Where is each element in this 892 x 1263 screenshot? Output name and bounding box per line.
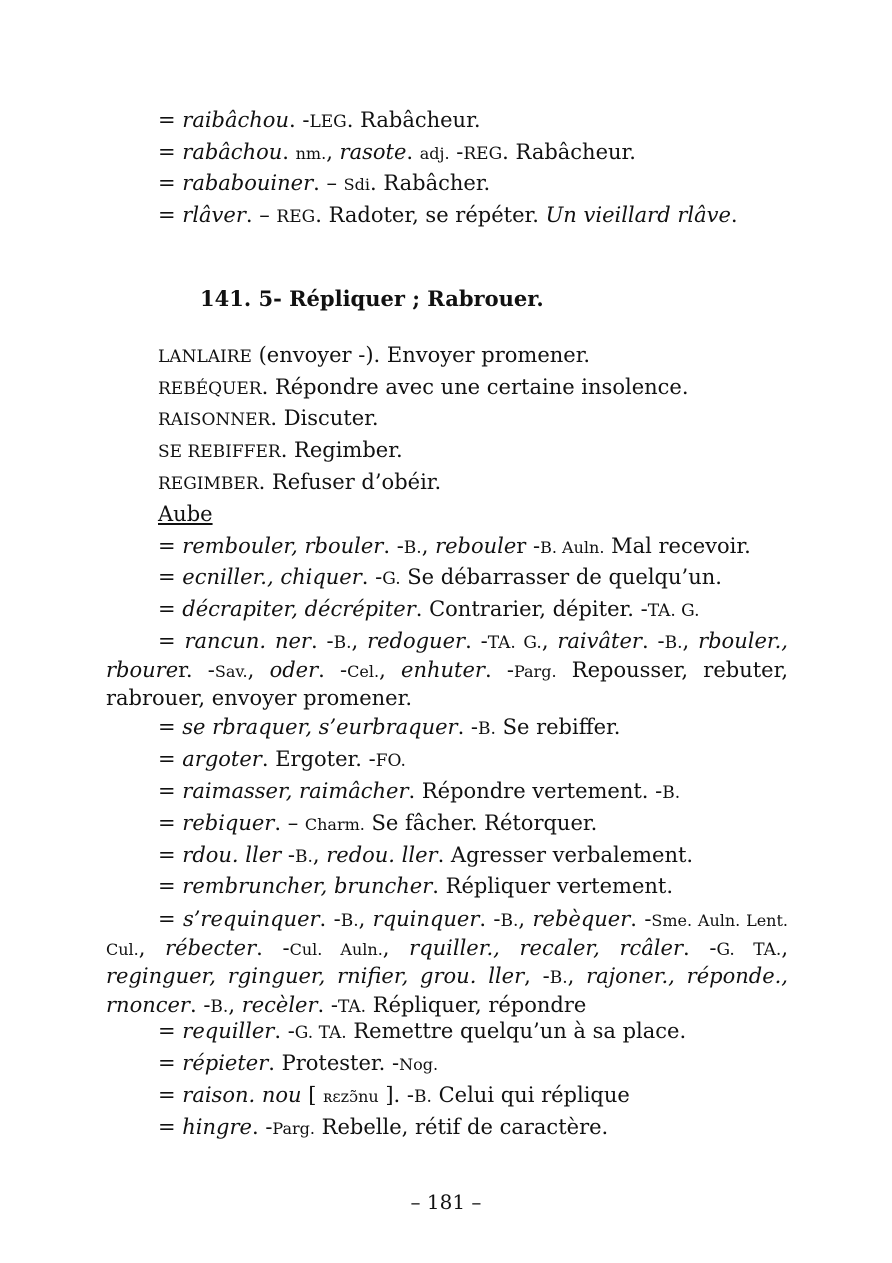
entry-raimasser: = raimasser, raimâcher. Répondre vertement. -B. [158,779,681,803]
region-label: Aube [158,502,213,526]
entry-rdouller: = rdou. ller -B., redou. ller. Agresser verbalement. [158,843,694,867]
entry-requiller: = requiller. -G. TA. Remettre quelqu’un à sa place. [158,1019,687,1043]
entry-decrapiter: = décrapiter, décrépiter. Contrarier, dépiter. -TA. G. [158,597,700,621]
entry-raibachou: = raibâchou. -LEG. Rabâcheur. [158,108,481,132]
entry-rabachou: = rabâchou. nm., rasote. adj. -REG. Rabâcheur. [158,140,636,164]
def-regimber: REGIMBER. Refuser d’obéir. [158,470,442,494]
entry-rembruncher: = rembruncher, bruncher. Répliquer vertement. [158,874,674,898]
entry-repieter: = répieter. Protester. -Nog. [158,1051,439,1075]
def-rebequer: REBÉQUER. Répondre avec une certaine insolence. [158,375,689,399]
entry-ecniller: = ecniller., chiquer. -G. Se débarrasser de quelqu’un. [158,565,722,589]
entry-rancunner-paragraph: = rancun. ner. -B., redoguer. -TA. G., raivâter. -B., rbouler., rbourer. -Sav., oder. -Cel., enhuter. -Parg. Repousser, rebuter, rabrouer, envoyer promener. [106,629,788,710]
entry-rababouiner: = rababouiner. – Sdi. Rabâcher. [158,171,491,195]
entry-rebiquer: = rebiquer. – Charm. Se fâcher. Rétorquer. [158,811,598,835]
entry-argoter: = argoter. Ergoter. -FO. [158,747,406,771]
entry-rembouler: = rembouler, rbouler. -B., rebouler -B. Auln. Mal recevoir. [158,534,751,558]
def-raisonner: RAISONNER. Discuter. [158,406,379,430]
page-number: – 181 – [410,1190,482,1214]
entry-raisonnou: = raison. nou [ ʀɛzɔ̃nu ]. -B. Celui qui réplique [158,1083,630,1107]
entry-hingre: = hingre. -Parg. Rebelle, rétif de caractère. [158,1115,609,1139]
def-lanlaire: LANLAIRE (envoyer -). Envoyer promener. [158,343,591,367]
def-se-rebiffer: SE REBIFFER. Regimber. [158,438,403,462]
entry-rlaver: = rlâver. – REG. Radoter, se répéter. Un vieillard rlâve. [158,203,738,227]
entry-se-rbraquer: = se rbraquer, s’eurbraquer. -B. Se rebiffer. [158,715,621,739]
entry-srequinquer-paragraph: = s’requinquer. -B., rquinquer. -B., rebèquer. -Sme. Auln. Lent. Cul., rébecter. -Cul. Auln., rquiller., recaler, rcâler. -G. TA., reginguer, rginguer, rnifier, grou. ller, -B., rajoner., réponde., rnoncer. -B., recèler. -TA. Répliquer, répondre [106,907,788,1017]
section-heading: 141. 5- Répliquer ; Rabrouer. [200,286,544,311]
